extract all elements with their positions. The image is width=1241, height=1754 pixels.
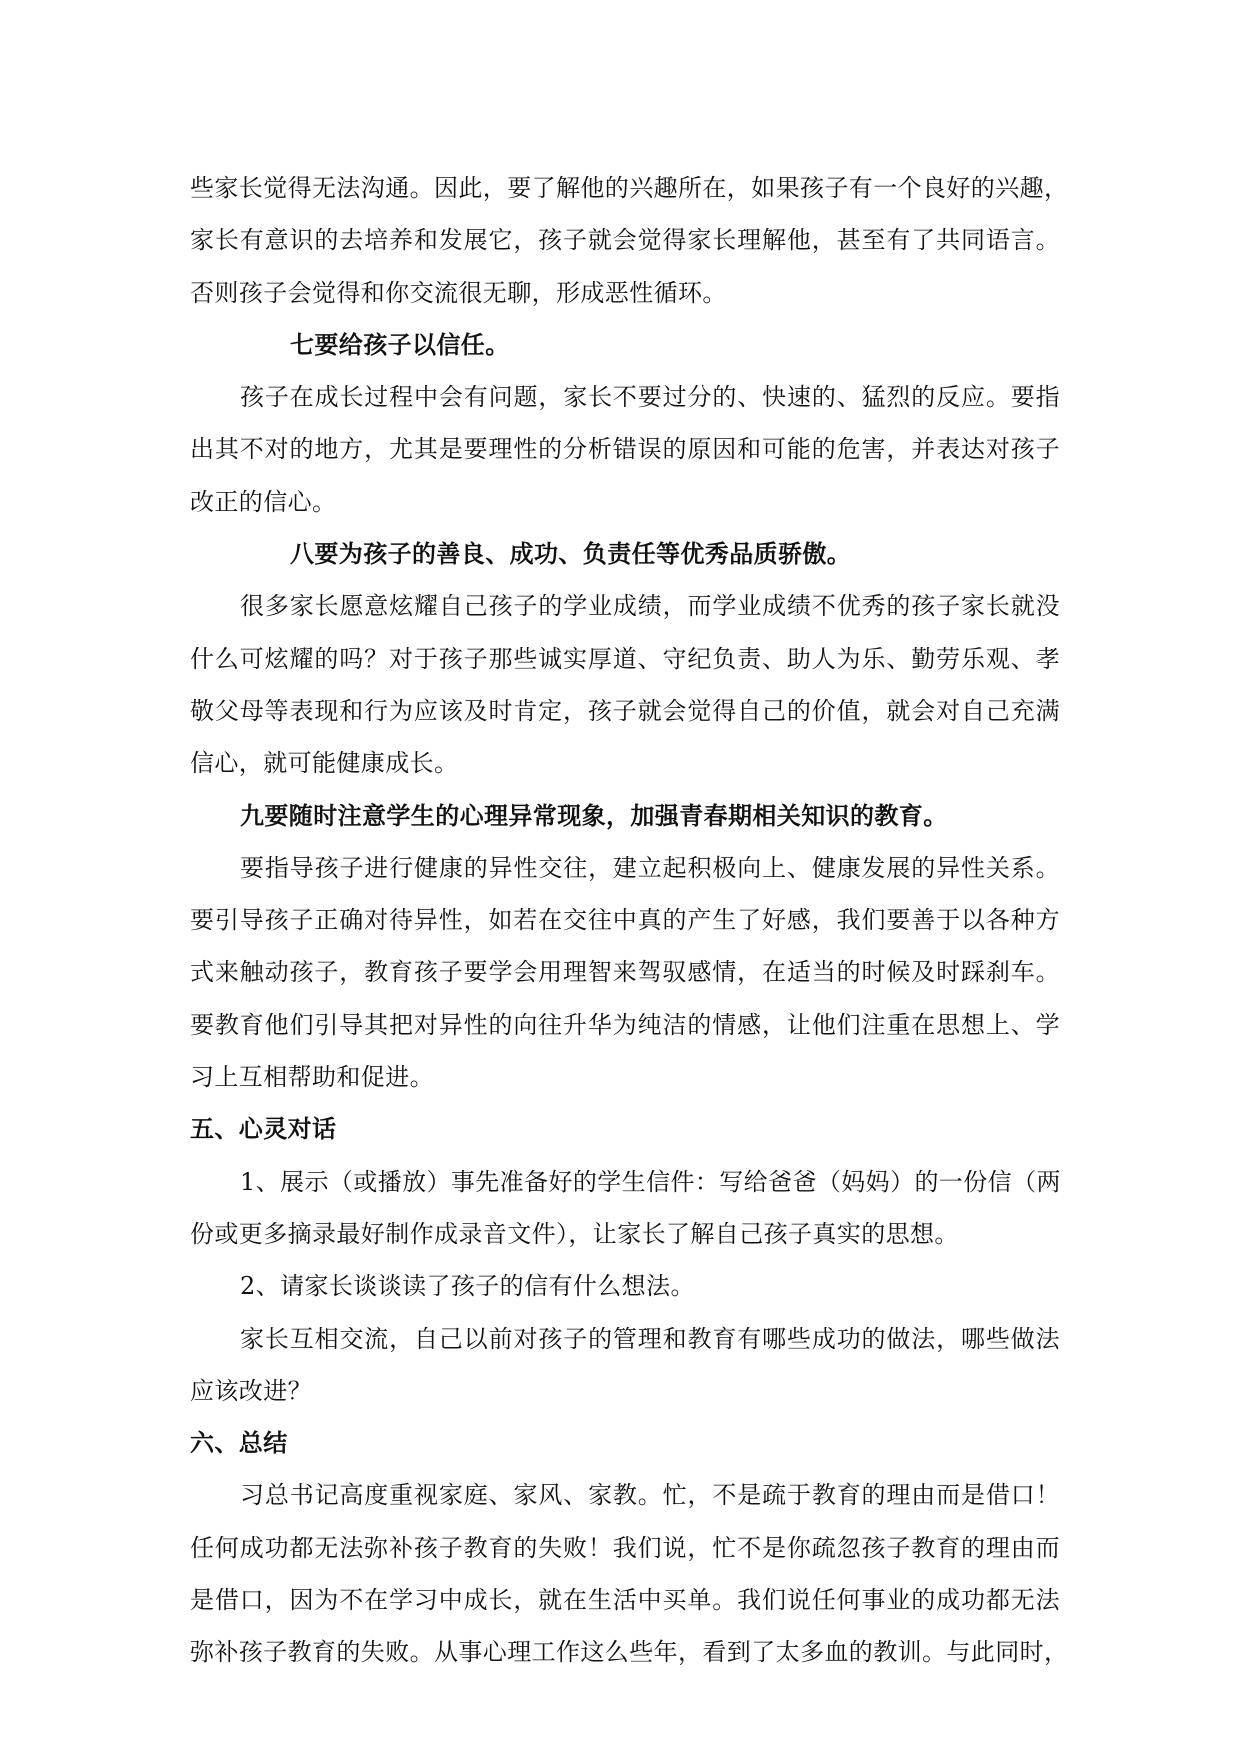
paragraph-line: 改正的信心。 — [190, 487, 337, 516]
paragraph-line: 式来触动孩子，教育孩子要学会用理智来驾驭感情，在适当的时候及时踩刹车。 — [190, 958, 1060, 987]
paragraph-line: 应该改进？ — [190, 1376, 312, 1405]
paragraph-line: 弥补孩子教育的失败。从事心理工作这么些年，看到了太多血的教训。与此同时， — [190, 1638, 1069, 1667]
paragraph-line: 1、展示（或播放）事先准备好的学生信件：写给爸爸（妈妈）的一份信（两 — [240, 1167, 1061, 1196]
paragraph-line: 家长互相交流，自己以前对孩子的管理和教育有哪些成功的做法，哪些做法 — [240, 1324, 1060, 1353]
paragraph-line: 否则孩子会觉得和你交流很无聊，形成恶性循环。 — [190, 278, 727, 307]
paragraph-line: 要教育他们引导其把对异性的向往升华为纯洁的情感，让他们注重在思想上、学 — [190, 1010, 1060, 1039]
paragraph-line: 很多家长愿意炫耀自己孩子的学业成绩，而学业成绩不优秀的孩子家长就没 — [240, 592, 1060, 621]
paragraph-line: 份或更多摘录最好制作成录音文件），让家长了解自己孩子真实的思想。 — [190, 1219, 959, 1248]
section-heading: 八要为孩子的善良、成功、负责任等优秀品质骄傲。 — [290, 539, 852, 569]
paragraph-line: 些家长觉得无法沟通。因此，要了解他的兴趣所在，如果孩子有一个良好的兴趣， — [190, 174, 1069, 202]
section-heading: 九要随时注意学生的心理异常现象，加强青春期相关知识的教育。 — [240, 800, 948, 830]
document-body — [190, 162, 1069, 1679]
section-heading: 七要给孩子以信任。 — [290, 329, 510, 359]
paragraph-line: 习上互相帮助和促进。 — [190, 1063, 434, 1092]
section-heading: 五、心灵对话 — [190, 1114, 337, 1144]
paragraph-line: 敬父母等表现和行为应该及时肯定，孩子就会觉得自己的价值，就会对自己充满 — [190, 696, 1060, 725]
paragraph-line: 习总书记高度重视家庭、家风、家教。忙，不是疏于教育的理由而是借口！ — [240, 1481, 1060, 1510]
paragraph-line: 任何成功都无法弥补孩子教育的失败！我们说，忙不是你疏忽孩子教育的理由而 — [190, 1533, 1060, 1562]
paragraph-line: 要指导孩子进行健康的异性交往，建立起积极向上、健康发展的异性关系。 — [240, 853, 1060, 882]
paragraph-line: 是借口，因为不在学习中成长，就在生活中买单。我们说任何事业的成功都无法 — [190, 1586, 1060, 1615]
paragraph-line: 出其不对的地方，尤其是要理性的分析错误的原因和可能的危害，并表达对孩子 — [190, 435, 1060, 464]
paragraph-line: 2、请家长谈谈读了孩子的信有什么想法。 — [240, 1272, 695, 1301]
paragraph-line: 信心，就可能健康成长。 — [190, 749, 459, 778]
paragraph-line: 什么可炫耀的吗？对于孩子那些诚实厚道、守纪负责、助人为乐、勤劳乐观、孝 — [190, 644, 1060, 673]
paragraph-line: 家长有意识的去培养和发展它，孩子就会觉得家长理解他，甚至有了共同语言。 — [190, 226, 1060, 255]
section-heading: 六、总结 — [190, 1428, 288, 1458]
paragraph-line: 孩子在成长过程中会有问题，家长不要过分的、快速的、猛烈的反应。要指 — [240, 383, 1060, 412]
paragraph-line: 要引导孩子正确对待异性，如若在交往中真的产生了好感，我们要善于以各种方 — [190, 906, 1060, 935]
